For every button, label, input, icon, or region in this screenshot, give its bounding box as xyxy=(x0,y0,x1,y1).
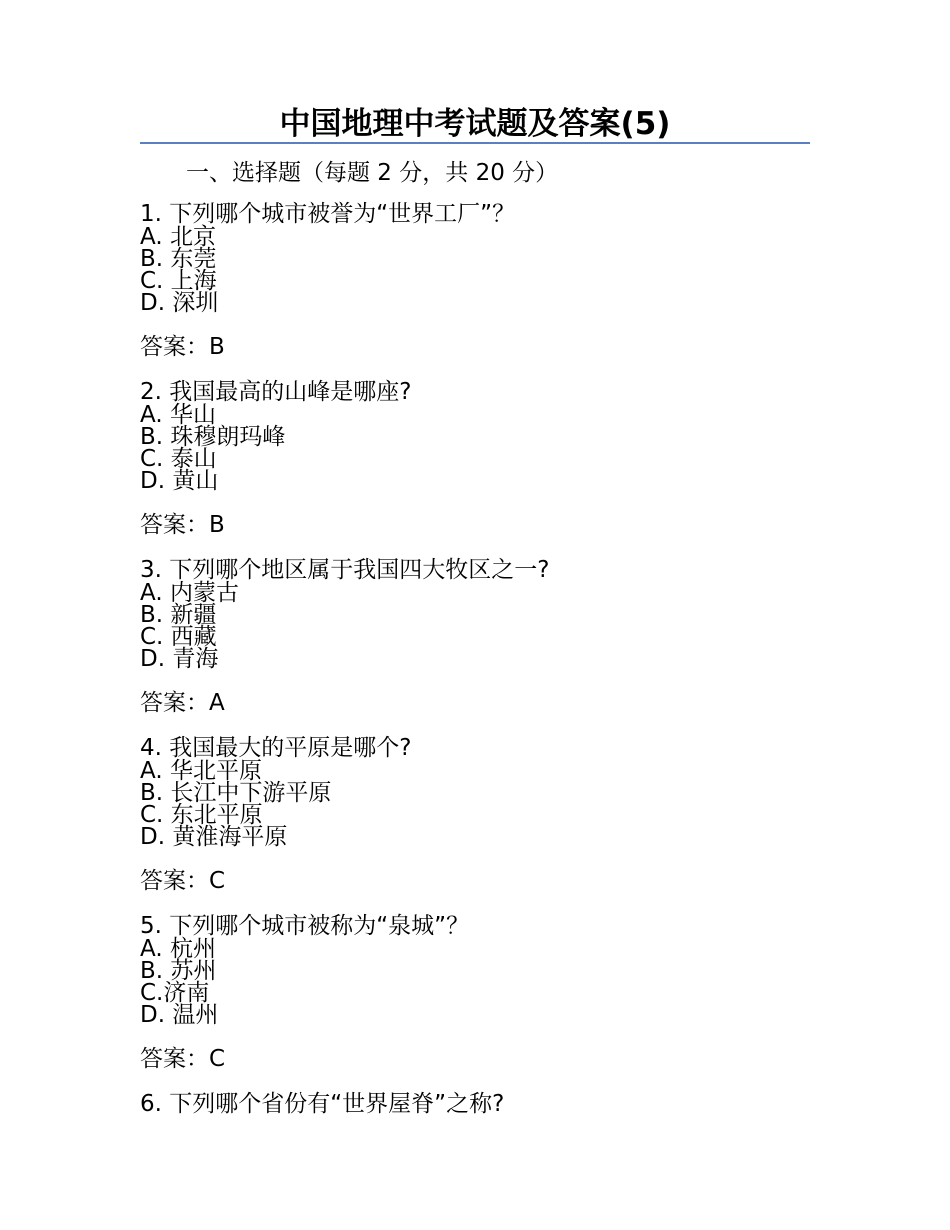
answer-text: 答案：C xyxy=(140,868,226,894)
question-option: A. 华山 xyxy=(140,402,216,428)
question-item xyxy=(140,380,810,540)
question-item xyxy=(140,736,810,896)
question-item xyxy=(140,914,810,1074)
question-text: 5. 下列哪个城市被称为“泉城”？ xyxy=(140,913,470,939)
question-option: B. 珠穆朗玛峰 xyxy=(140,424,286,450)
question-option: D. 青海 xyxy=(140,646,219,672)
question-text: 3. 下列哪个地区属于我国四大牧区之一? xyxy=(140,557,550,583)
question-option: A. 华北平原 xyxy=(140,758,262,784)
question-option: D. 黄淮海平原 xyxy=(140,824,288,850)
answer-text: 答案：A xyxy=(140,690,225,716)
question-text: 6. 下列哪个省份有“世界屋脊”之称? xyxy=(140,1091,505,1117)
document-page xyxy=(140,100,810,1116)
question-item xyxy=(140,558,810,718)
question-option: C.济南 xyxy=(140,980,210,1006)
question-option: C. 东北平原 xyxy=(140,802,263,828)
question-item xyxy=(140,202,810,362)
page-title: 中国地理中考试题及答案(5) xyxy=(279,106,671,142)
question-option: A. 内蒙古 xyxy=(140,580,239,606)
question-option: B. 长江中下游平原 xyxy=(140,780,332,806)
question-text: 1. 下列哪个城市被誉为“世界工厂”？ xyxy=(140,201,516,227)
answer-text: 答案：C xyxy=(140,1046,226,1072)
question-option: C. 西藏 xyxy=(140,624,217,650)
answer-text: 答案：B xyxy=(140,334,225,360)
question-option: B. 苏州 xyxy=(140,958,217,984)
question-option: C. 泰山 xyxy=(140,446,217,472)
answer-text: 答案：B xyxy=(140,512,225,538)
question-option: B. 新疆 xyxy=(140,602,217,628)
question-option: D. 深圳 xyxy=(140,290,219,316)
question-option: B. 东莞 xyxy=(140,246,217,272)
question-text: 2. 我国最高的山峰是哪座? xyxy=(140,379,412,405)
question-option: D. 黄山 xyxy=(140,468,219,494)
question-text: 4. 我国最大的平原是哪个? xyxy=(140,735,412,761)
question-option: A. 杭州 xyxy=(140,936,216,962)
question-list xyxy=(140,202,810,1116)
title-block xyxy=(140,100,810,144)
question-option: A. 北京 xyxy=(140,224,216,250)
question-option: D. 温州 xyxy=(140,1002,219,1028)
question-item xyxy=(140,1092,810,1116)
section-heading: 一、选择题（每题 2 分，共 20 分） xyxy=(186,160,559,186)
question-option: C. 上海 xyxy=(140,268,217,294)
